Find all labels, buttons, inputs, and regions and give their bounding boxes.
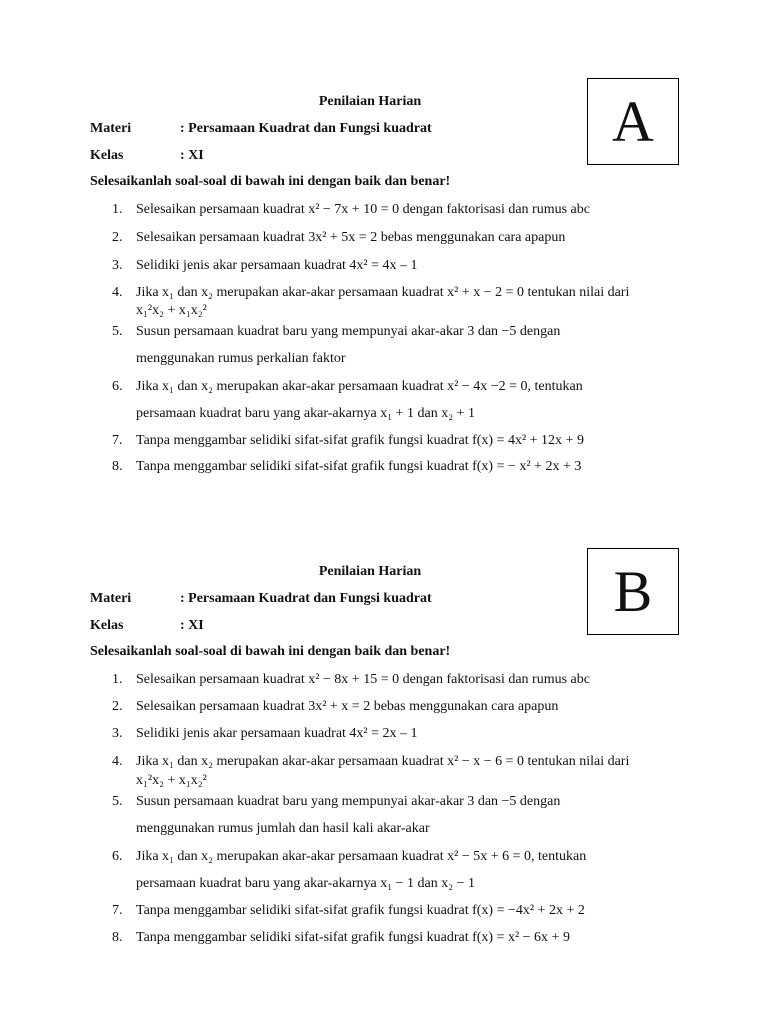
instruction: Selesaikanlah soal-soal di bawah ini dengan baik dan benar! [90,174,451,189]
question-number: 5. [112,794,123,809]
question-number: 1. [112,202,123,217]
kelas-label: Kelas [90,148,124,163]
question-text: Susun persamaan kuadrat baru yang mempunyai akar-akar 3 dan −5 dengan [136,324,561,339]
materi-label: Materi [90,121,132,136]
kelas-label: Kelas [90,618,124,633]
question-text: Tanpa menggambar selidiki sifat-sifat grafik fungsi kuadrat f(x) = x² − 6x + 9 [136,930,570,945]
kelas-value: : XI [180,148,204,163]
question-text: Selesaikan persamaan kuadrat 3x² + x = 2 bebas menggunakan cara apapun [136,699,559,714]
question-text-line2: menggunakan rumus perkalian faktor [136,351,346,366]
materi-label: Materi [90,591,132,606]
question-text: Selesaikan persamaan kuadrat x² − 7x + 10 = 0 dengan faktorisasi dan rumus abc [136,202,590,217]
question-number: 2. [112,699,123,714]
question-text: Jika x₁ dan x₂ merupakan akar-akar persamaan kuadrat x² − x − 6 = 0 tentukan nilai dari [136,754,630,769]
question-text-line2: persamaan kuadrat baru yang akar-akarnya x₁ − 1 dan x₂ − 1 [136,876,475,891]
kelas-row [90,618,204,634]
version-letter-box: A [587,78,679,165]
materi-row [90,591,432,607]
question-text-line2: menggunakan rumus jumlah dan hasil kali akar-akar [136,821,430,836]
question-text: Selidiki jenis akar persamaan kuadrat 4x² = 2x – 1 [136,726,418,741]
question-number: 2. [112,230,123,245]
question-text: Tanpa menggambar selidiki sifat-sifat grafik fungsi kuadrat f(x) = 4x² + 12x + 9 [136,433,584,448]
kelas-row [90,148,204,164]
question-text: Tanpa menggambar selidiki sifat-sifat grafik fungsi kuadrat f(x) = −4x² + 2x + 2 [136,903,585,918]
page-title: Penilaian Harian [318,564,422,579]
version-letter-box: B [587,548,679,635]
question-text: Jika x₁ dan x₂ merupakan akar-akar persamaan kuadrat x² + x − 2 = 0 tentukan nilai dari [136,285,630,300]
materi-value: : Persamaan Kuadrat dan Fungsi kuadrat [180,591,432,606]
question-text: Selesaikan persamaan kuadrat 3x² + 5x = 2 bebas menggunakan cara apapun [136,230,566,245]
question-text: Selidiki jenis akar persamaan kuadrat 4x² = 4x – 1 [136,258,418,273]
question-number: 4. [112,754,123,769]
question-text-line2: x₁²x₂ + x₁x₂² [136,773,207,788]
question-number: 5. [112,324,123,339]
question-number: 6. [112,849,123,864]
page-title: Penilaian Harian [318,94,422,109]
question-number: 1. [112,672,123,687]
kelas-value: : XI [180,618,204,633]
question-text: Jika x₁ dan x₂ merupakan akar-akar persamaan kuadrat x² − 5x + 6 = 0, tentukan [136,849,587,864]
question-number: 7. [112,433,123,448]
question-number: 6. [112,379,123,394]
question-number: 7. [112,903,123,918]
question-text: Jika x₁ dan x₂ merupakan akar-akar persamaan kuadrat x² − 4x −2 = 0, tentukan [136,379,583,394]
materi-row [90,121,432,137]
question-number: 3. [112,258,123,273]
instruction: Selesaikanlah soal-soal di bawah ini dengan baik dan benar! [90,644,451,659]
question-number: 8. [112,930,123,945]
question-text: Susun persamaan kuadrat baru yang mempunyai akar-akar 3 dan −5 dengan [136,794,561,809]
question-number: 8. [112,459,123,474]
question-text: Tanpa menggambar selidiki sifat-sifat grafik fungsi kuadrat f(x) = − x² + 2x + 3 [136,459,582,474]
materi-value: : Persamaan Kuadrat dan Fungsi kuadrat [180,121,432,136]
question-number: 4. [112,285,123,300]
question-text: Selesaikan persamaan kuadrat x² − 8x + 15 = 0 dengan faktorisasi dan rumus abc [136,672,590,687]
question-number: 3. [112,726,123,741]
question-text-line2: persamaan kuadrat baru yang akar-akarnya x₁ + 1 dan x₂ + 1 [136,406,475,421]
question-text-line2: x₁²x₂ + x₁x₂² [136,303,207,318]
